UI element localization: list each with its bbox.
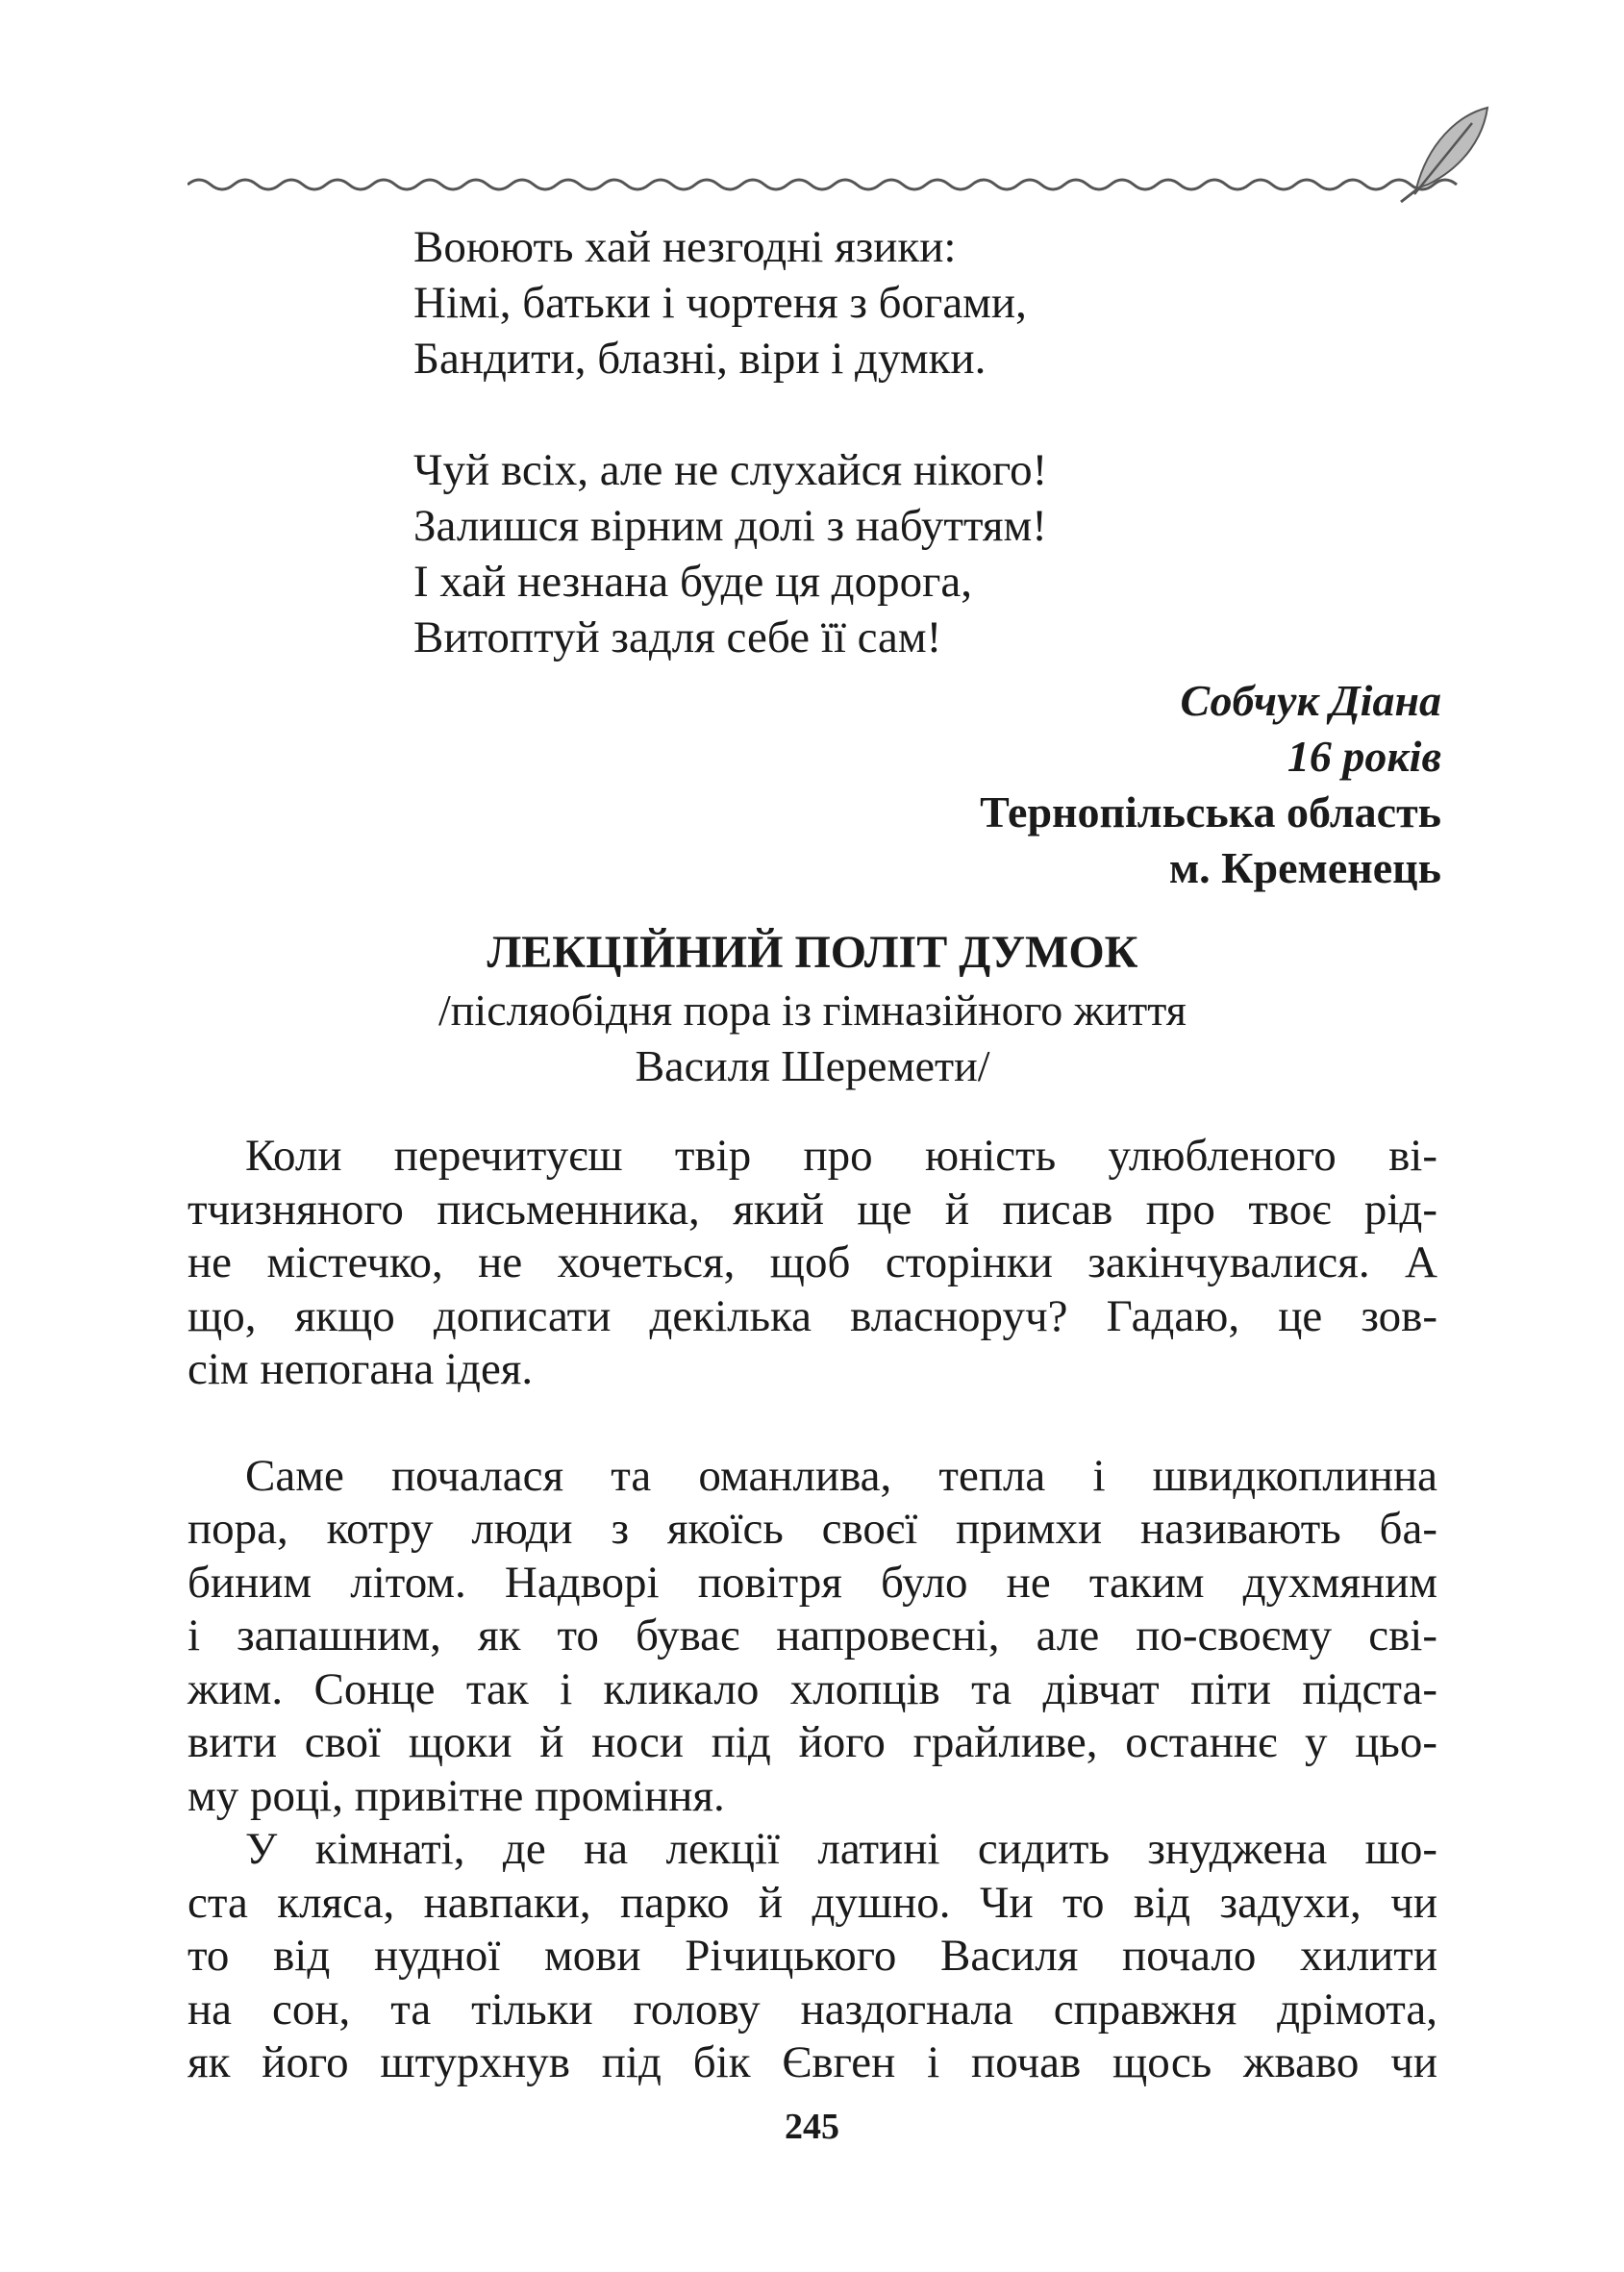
poem-line: І хай незнана буде ця дорога, [413,557,972,607]
text-line: У кімнаті, де на лекції латині сидить знуджена шо- [245,1824,1437,1874]
paragraph [187,1130,1437,1397]
poem-stanza [413,442,1279,665]
poem-line: Витоптуй задля себе її сам! [413,612,942,662]
text-line: як його штурхнув під бік Євген і почав щось жваво чи [187,2037,1437,2087]
story-body [187,1130,1437,2090]
header-ornament [187,106,1495,212]
poem-line: Бандити, блазні, віри і думки. [413,334,987,384]
author-name: Собчук Діана [1180,676,1441,725]
author-attribution [980,673,1441,896]
poem-stanza [413,219,1279,387]
poem [413,219,1279,665]
text-line: і запашним, як то буває напровесні, але по-своєму сві- [187,1610,1437,1660]
text-line: му році, привітне проміння. [187,1770,725,1821]
text-line: ста кляса, навпаки, парко й душно. Чи то від задухи, чи [187,1877,1437,1928]
text-line: жим. Сонце так і кликало хлопців та дівчат піти підста- [187,1663,1437,1714]
text-line: Саме почалася та оманлива, тепла і швидкоплинна [245,1450,1437,1501]
text-line: то від нудної мови Річицького Василя почало хилити [187,1931,1437,1981]
story-heading [187,923,1437,1094]
story-subtitle-line: /післяобідня пора із гімназійного життя [438,986,1187,1035]
paragraph [187,1823,1437,2090]
text-line: вити свої щоки й носи під його грайливе, останнє у цьо- [187,1717,1437,1767]
poem-line: Залишся вірним долі з набуттям! [413,501,1047,551]
paragraph [187,1450,1437,1824]
poem-line: Чуй всіх, але не слухайся нікого! [413,445,1048,495]
author-region: Тернопільська область [980,787,1441,836]
author-city: м. Кременець [1168,843,1441,892]
text-line: що, якщо дописати декілька власноруч? Гадаю, це зов- [187,1290,1437,1341]
text-line: биним літом. Надворі повітря було не таким духмяним [187,1557,1437,1608]
wavy-divider [187,180,1457,189]
author-age: 16 років [1287,732,1441,781]
text-line: тчизняного письменника, який ще й писав про твоє рід- [187,1184,1437,1235]
story-subtitle-line: Василя Шеремети/ [635,1041,990,1090]
text-line: сім непогана ідея. [187,1344,534,1394]
poem-line: Німі, батьки і чортеня з богами, [413,278,1027,328]
poem-line: Воюють хай незгодні язики: [413,222,957,272]
story-title: ЛЕКЦІЙНИЙ ПОЛІТ ДУМОК [487,927,1138,978]
text-line: Коли перечитуєш твір про юність улюбленого ві- [245,1131,1437,1181]
text-line: пора, котру люди з якоїсь своєї примхи називають ба- [187,1504,1437,1554]
text-line: на сон, та тільки голову наздогнала справжня дрімота, [187,1984,1437,2035]
text-line: не містечко, не хочеться, щоб сторінки закінчувалися. А [187,1237,1437,1287]
paragraph-gap [187,1397,1437,1450]
page-number: 245 [785,2107,839,2147]
